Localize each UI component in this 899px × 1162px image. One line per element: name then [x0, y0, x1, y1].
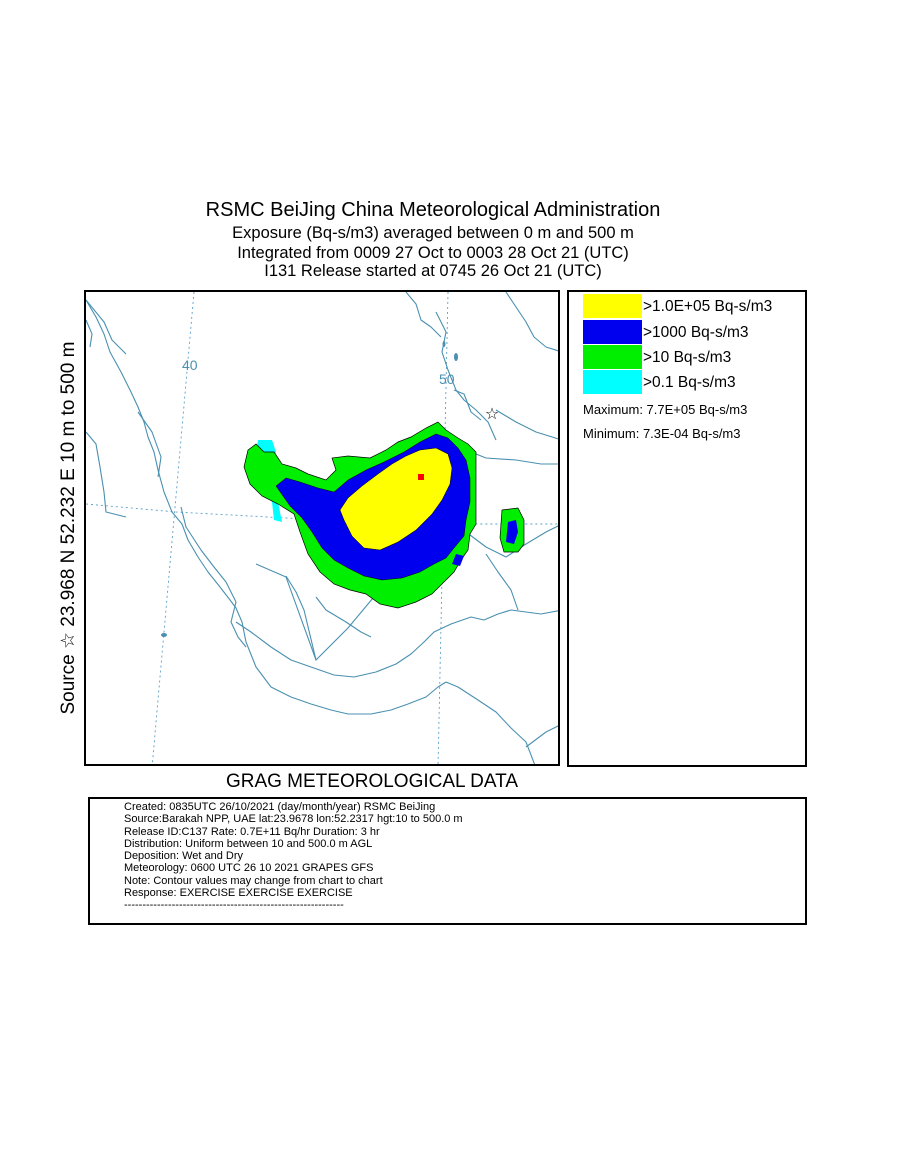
- chart-title: RSMC BeiJing China Meteorological Administration: [205, 199, 661, 221]
- info-lines: [124, 801, 463, 912]
- source-star-icon: ☆: [484, 404, 500, 423]
- legend-swatch: [583, 345, 642, 369]
- map-canvas: [86, 292, 560, 766]
- max-concentration-marker: [418, 474, 424, 480]
- legend-item-cyan: [583, 370, 803, 394]
- info-line-note: Note: Contour values may change from chart to chart: [124, 874, 383, 887]
- info-line-response: Response: EXERCISE EXERCISE EXERCISE: [124, 887, 353, 900]
- grid-label-40: 40: [182, 357, 198, 373]
- info-line-deposition: Deposition: Wet and Dry: [124, 850, 244, 863]
- info-line-separator: ------------------------------------------------------------: [124, 899, 344, 912]
- legend-label: >1000 Bq-s/m3: [643, 324, 749, 341]
- grid-label-50: 50: [439, 371, 455, 387]
- maximum-value: Maximum: 7.7E+05 Bq-s/m3: [583, 402, 748, 417]
- info-line-distribution: Distribution: Uniform between 10 and 500.0 m AGL: [124, 837, 373, 850]
- legend-item-green: [583, 345, 803, 369]
- integration-period: Integrated from 0009 27 Oct to 0003 28 Oct 21 (UTC): [237, 244, 629, 262]
- legend-label: >0.1 Bq-s/m3: [643, 374, 736, 391]
- legend-swatch: [583, 320, 642, 344]
- info-line-release: Release ID:C137 Rate: 0.7E+11 Bq/hr Duration: 3 hr: [124, 825, 380, 838]
- minimum-value: Minimum: 7.3E-04 Bq-s/m3: [583, 426, 741, 441]
- legend-swatch: [583, 370, 642, 394]
- legend-swatch: [583, 294, 642, 318]
- legend-label: >10 Bq-s/m3: [643, 349, 732, 366]
- legend: [567, 290, 807, 767]
- source-location-label: Source ☆ 23.968 N 52.232 E 10 m to 500 m: [58, 341, 79, 715]
- exposure-description: Exposure (Bq-s/m3) averaged between 0 m and 500 m: [232, 224, 634, 242]
- info-line-meteorology: Meteorology: 0600 UTC 26 10 2021 GRAPES GFS: [124, 862, 374, 875]
- legend-label: >1.0E+05 Bq-s/m3: [643, 298, 773, 315]
- legend-item-yellow: [583, 294, 803, 318]
- info-line-created: Created: 0835UTC 26/10/2021 (day/month/year) RSMC BeiJing: [124, 801, 436, 813]
- legend-item-blue: [583, 320, 803, 344]
- meteorological-data-label: GRAG METEOROLOGICAL DATA: [225, 771, 519, 792]
- release-info-box: [88, 797, 807, 925]
- dispersion-map[interactable]: [84, 290, 560, 766]
- release-start: I131 Release started at 0745 26 Oct 21 (UTC): [264, 262, 602, 280]
- info-line-source: Source:Barakah NPP, UAE lat:23.9678 lon:52.2317 hgt:10 to 500.0 m: [124, 813, 463, 826]
